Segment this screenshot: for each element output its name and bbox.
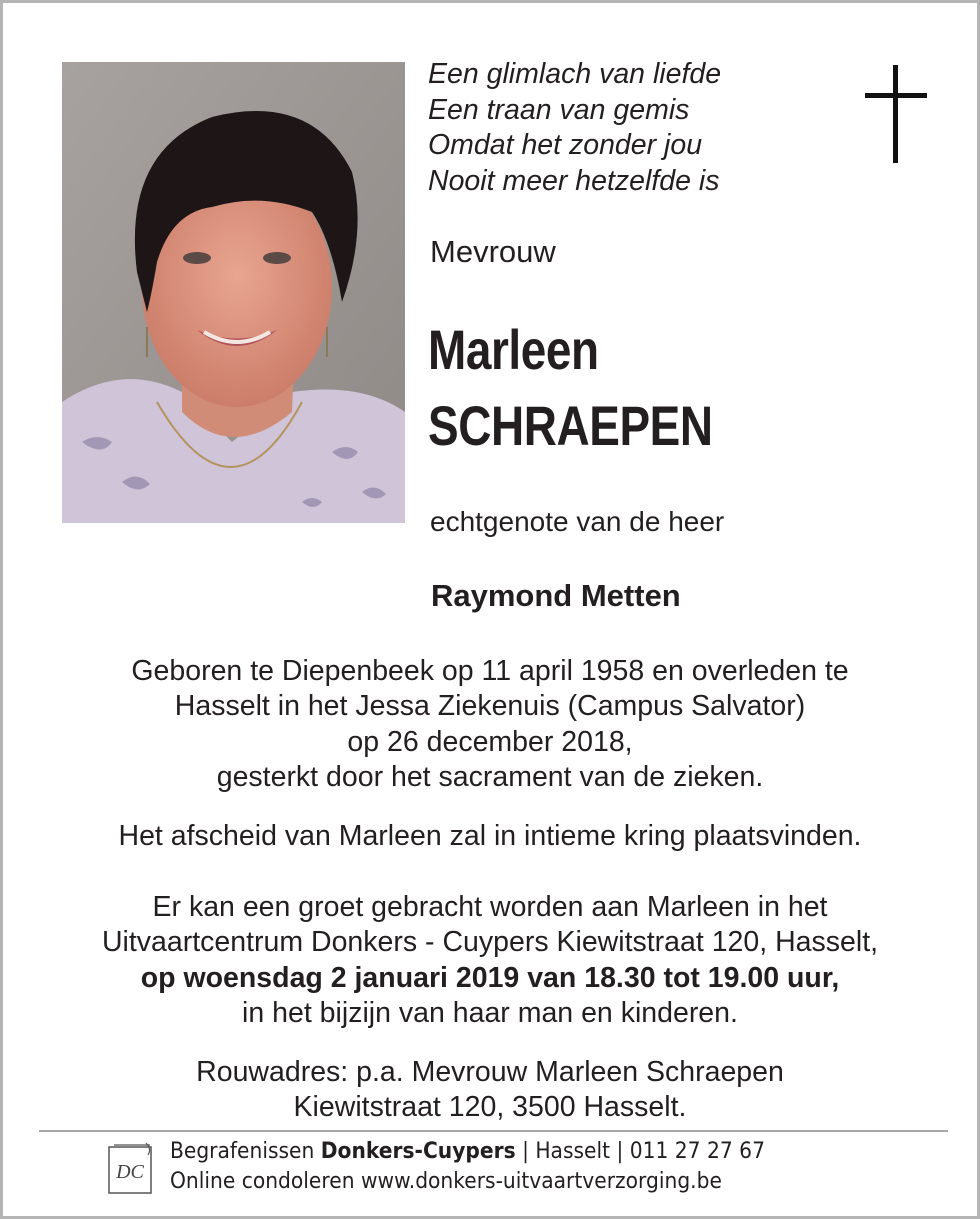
- text-line: Rouwadres: p.a. Mevrouw Marleen Schraepen: [196, 1056, 784, 1088]
- company-name: Donkers-Cuypers: [320, 1139, 516, 1164]
- text-line: Geboren te Diepenbeek op 11 april 1958 en overleden te: [131, 655, 849, 687]
- spouse-name: Raymond Metten: [431, 578, 681, 613]
- title-prefix: Mevrouw: [430, 234, 556, 269]
- relation-text: echtgenote van de heer: [430, 506, 725, 537]
- text-line: Kiewitstraat 120, 3500 Hasselt.: [293, 1091, 687, 1124]
- text-line: Uitvaartcentrum Donkers - Cuypers Kiewitstraat 120, Hasselt,: [101, 926, 879, 959]
- logo-initials: DC: [116, 1161, 144, 1183]
- funeral-home-logo: [106, 1141, 154, 1195]
- condolence-link[interactable]: Online condoleren www.donkers-uitvaartverzorging.be: [170, 1169, 722, 1194]
- text-line: op 26 december 2018,: [347, 725, 633, 758]
- text-line: Het afscheid van Marleen zal in intieme kring plaatsvinden.: [118, 820, 862, 852]
- verse-line: Een traan van gemis: [428, 93, 690, 126]
- visitation-datetime: op woensdag 2 januari 2019 van 18.30 tot 19.00 uur,: [140, 961, 840, 994]
- visitation-text: [3, 890, 977, 1031]
- memorial-verse: [428, 57, 721, 199]
- portrait-photo: [62, 62, 405, 523]
- last-name: SCHRAEPEN: [428, 394, 713, 457]
- portrait-illustration: [62, 62, 405, 523]
- first-name: Marleen: [428, 318, 599, 381]
- deceased-name: [428, 312, 713, 464]
- farewell-text: [3, 819, 977, 854]
- footer-divider: [39, 1130, 948, 1132]
- footer-line-company: [170, 1137, 765, 1167]
- footer-prefix: Begrafenissen: [170, 1139, 321, 1164]
- funeral-home-footer: [170, 1137, 765, 1197]
- text-line: in het bijzijn van haar man en kinderen.: [242, 996, 738, 1029]
- text-line: gesterkt door het sacrament van de zieken.: [216, 760, 764, 793]
- text-line: Hasselt in het Jessa Ziekenuis (Campus Salvator): [174, 690, 806, 723]
- cross-icon: [865, 65, 927, 163]
- birth-death-text: [3, 654, 977, 795]
- verse-line: Nooit meer hetzelfde is: [428, 164, 720, 197]
- text-line: Er kan een groet gebracht worden aan Marleen in het: [152, 891, 828, 923]
- verse-line: Omdat het zonder jou: [428, 129, 703, 161]
- verse-line: Een glimlach van liefde: [428, 58, 722, 90]
- mourning-address: [3, 1055, 977, 1126]
- footer-contact: | Hasselt | 011 27 27 67: [515, 1139, 765, 1164]
